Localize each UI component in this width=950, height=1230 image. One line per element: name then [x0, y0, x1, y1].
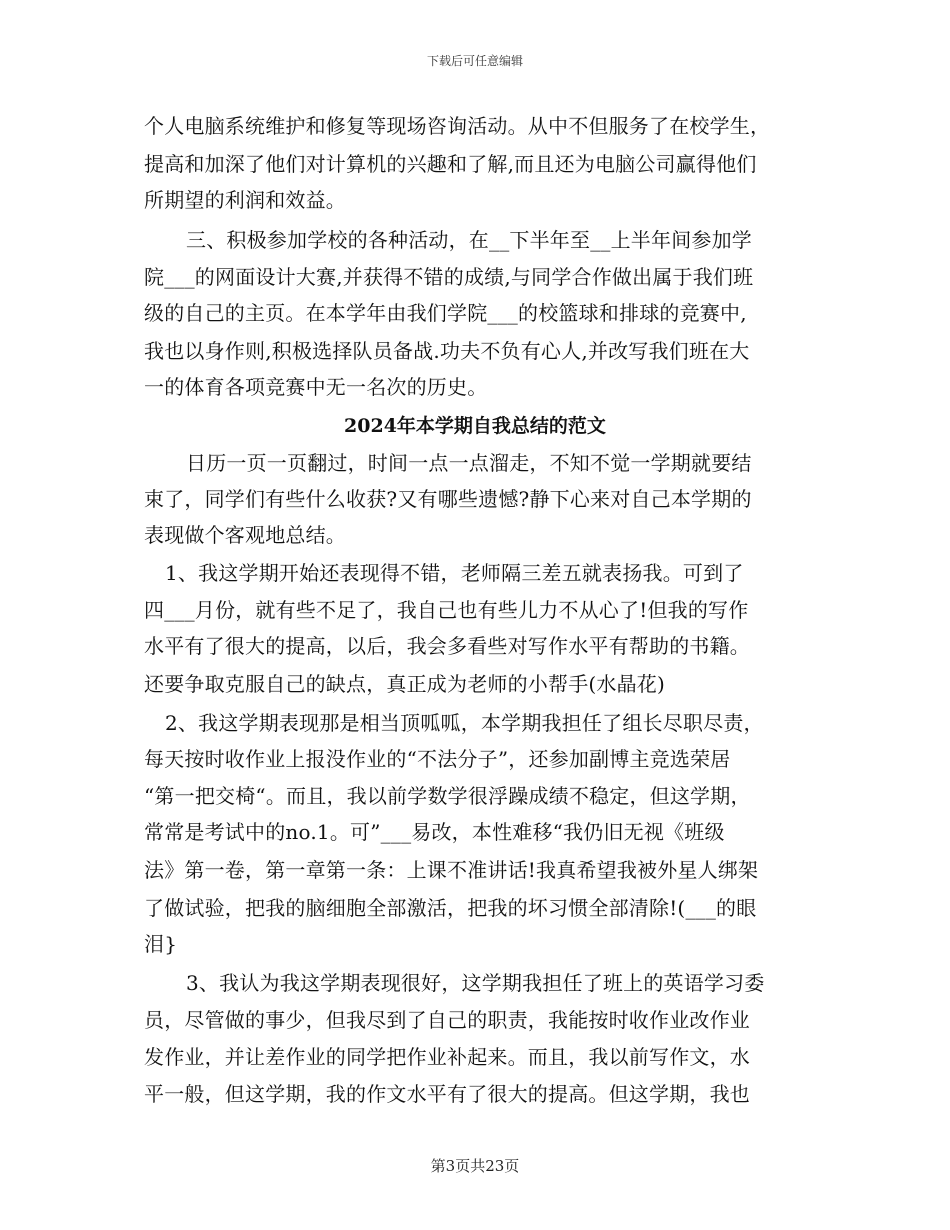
paragraph-line: 水平有了很大的提高，以后，我会多看些对写作水平有帮助的书籍。	[144, 634, 750, 658]
paragraph-line: 表现做个客观地总结。	[144, 523, 346, 547]
paragraph-line: 我也以身作则,积极选择队员备战.功夫不负有心人,并改写我们班在大	[144, 339, 750, 363]
paragraph-line: 平一般，但这学期，我的作文水平有了很大的提高。但这学期，我也	[144, 1082, 750, 1106]
paragraph-line: 所期望的利润和效益。	[144, 188, 346, 212]
paragraph-line: 三、积极参加学校的各种活动，在__下半年至__上半年间参加学	[186, 228, 752, 252]
paragraph-line: 泪}	[144, 932, 178, 956]
paragraph-line: “第一把交椅“。而且，我以前学数学很浮躁成绩不稳定，但这学期，	[144, 784, 751, 808]
paragraph-line: 四___月份，就有些不足了，我自己也有些儿力不从心了!但我的写作	[144, 598, 749, 622]
page-header: 下载后可任意编辑	[426, 54, 523, 68]
paragraph-line: 每天按时收作业上报没作业的“不法分子”，还参加副博主竞选荣居	[144, 747, 731, 771]
paragraph-line: 法》第一卷，第一章第一条：上课不准讲话!我真希望我被外星人绑架	[144, 858, 759, 882]
paragraph-line: 级的自己的主页。在本学年由我们学院___的校篮球和排球的竞赛中,	[144, 301, 747, 325]
paragraph-line: 院___的网面设计大赛,并获得不错的成绩,与同学合作做出属于我们班	[144, 265, 754, 289]
paragraph-line: 提高和加深了他们对计算机的兴趣和了解,而且还为电脑公司赢得他们	[144, 152, 757, 176]
paragraph-line: 束了，同学们有些什么收获?又有哪些遗憾?静下心来对自己本学期的	[144, 487, 752, 511]
paragraph-line: 了做试验，把我的脑细胞全部激活，把我的坏习惯全部清除!(___的眼	[144, 896, 757, 920]
paragraph-line: 个人电脑系统维护和修复等现场咨询活动。从中不但服务了在校学生，	[144, 114, 771, 138]
article-title: 2024年本学期自我总结的范文	[344, 415, 606, 437]
paragraph-line: 常常是考试中的no.1。可”___易改，本性难移“我仍旧无视《班级	[144, 820, 725, 844]
paragraph-line: 一的体育各项竞赛中无一名次的历史。	[144, 375, 488, 399]
paragraph-line: 3、我认为我这学期表现很好，这学期我担任了班上的英语学习委	[186, 971, 765, 995]
paragraph-line: 日历一页一页翻过，时间一点一点溜走，不知不觉一学期就要结	[186, 451, 752, 475]
paragraph-line: 员，尽管做的事少，但我尽到了自己的职责，我能按时收作业改作业	[144, 1008, 750, 1032]
paragraph-line: 发作业，并让差作业的同学把作业补起来。而且，我以前写作文，水	[144, 1045, 750, 1069]
paragraph-line: 2、我这学期表现那是相当顶呱呱，本学期我担任了组长尽职尽责，	[165, 711, 764, 735]
paragraph-line: 还要争取克服自己的缺点，真正成为老师的小帮手(水晶花)	[144, 672, 666, 696]
paragraph-line: 1、我这学期开始还表现得不错，老师隔三差五就表扬我。可到了	[165, 561, 744, 585]
page-footer: 第3页共23页	[430, 1157, 520, 1175]
